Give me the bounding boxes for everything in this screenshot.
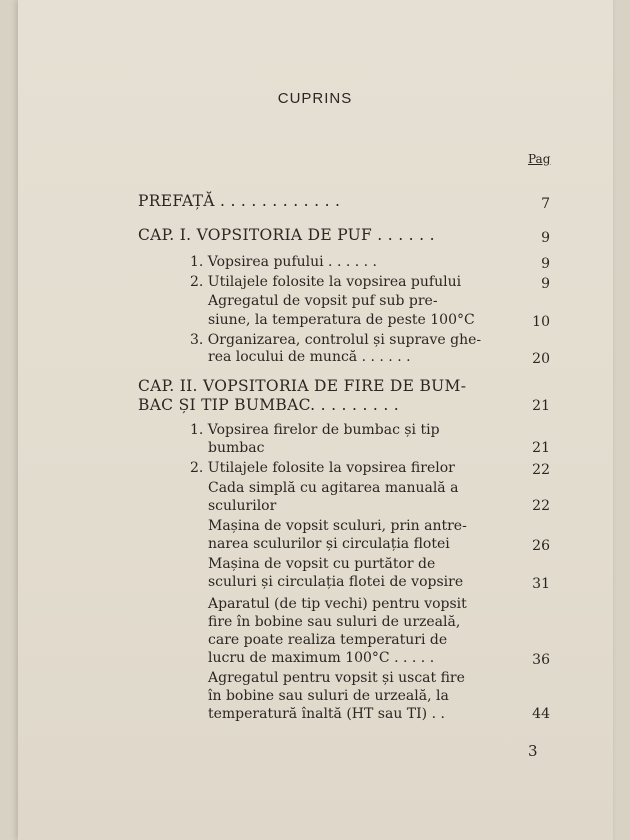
toc-entry-page: 9 [541, 276, 550, 292]
toc-entry-page: 9 [541, 230, 550, 246]
page-title: CUPRINS [277, 90, 353, 107]
page-number: 3 [528, 742, 538, 760]
toc-entry-text: 3. Organizarea, controlul și suprave ghe- [190, 332, 482, 348]
toc-entry-page: 22 [532, 462, 550, 478]
toc-entry-text: Cada simplă cu agitarea manuală a [208, 480, 459, 496]
toc-entry-text: bumbac [208, 440, 265, 456]
toc-entry-page: 26 [532, 538, 550, 554]
toc-entry-text: rea locului de muncă . . . . . . [208, 349, 411, 365]
toc-entry-text: BAC ȘI TIP BUMBAC. . . . . . . . . [138, 396, 400, 414]
toc-entry-page: 7 [541, 196, 550, 212]
toc-entry-page: 22 [532, 498, 550, 514]
toc-entry-text: PREFAȚĂ . . . . . . . . . . . . [138, 192, 341, 210]
toc-entry-text: CAP. I. VOPSITORIA DE PUF . . . . . . [138, 226, 435, 244]
toc-entry-text: sculurilor [208, 498, 277, 514]
toc-entry-text: 1. Vopsirea pufului . . . . . . [190, 254, 378, 270]
toc-entry-text: CAP. II. VOPSITORIA DE FIRE DE BUM- [138, 377, 467, 395]
toc-entry-text: 1. Vopsirea firelor de bumbac și tip [190, 422, 440, 438]
toc-entry-text: care poate realiza temperaturi de [208, 632, 448, 648]
toc-entry-text: 2. Utilajele folosite la vopsirea firelor [190, 460, 455, 476]
toc-entry-text: lucru de maximum 100°C . . . . . [208, 650, 435, 666]
toc-entry-page: 9 [541, 256, 550, 272]
page-column-header: Pag [528, 152, 551, 166]
toc-entry-text: Agregatul pentru vopsit și uscat fire [208, 670, 465, 686]
toc-entry-page: 20 [532, 351, 550, 367]
toc-entry-text: siune, la temperatura de peste 100°C [208, 312, 475, 328]
toc-entry-page: 21 [532, 398, 550, 414]
toc-entry-text: Agregatul de vopsit puf sub pre- [208, 293, 438, 309]
toc-entry-text: fire în bobine sau suluri de urzeală, [208, 614, 461, 630]
toc-entry-page: 21 [532, 440, 550, 456]
toc-entry-text: Aparatul (de tip vechi) pentru vopsit [208, 596, 467, 612]
toc-entry-text: în bobine sau suluri de urzeală, la [208, 688, 449, 704]
toc-entry-text: Mașina de vopsit sculuri, prin antre- [208, 518, 467, 534]
toc-entry-text: Mașina de vopsit cu purtător de [208, 556, 436, 572]
toc-entry-page: 10 [532, 314, 550, 330]
toc-entry-page: 36 [532, 652, 550, 668]
toc-entry-page: 31 [532, 576, 550, 592]
toc-entry-text: sculuri și circulația flotei de vopsire [208, 574, 464, 590]
toc-entry-text: 2. Utilajele folosite la vopsirea pufului [190, 274, 462, 290]
toc-entry-page: 44 [532, 706, 550, 722]
toc-entry-text: temperatură înaltă (HT sau TI) . . [208, 706, 445, 722]
toc-entry-text: narea sculurilor și circulația flotei [208, 536, 450, 552]
